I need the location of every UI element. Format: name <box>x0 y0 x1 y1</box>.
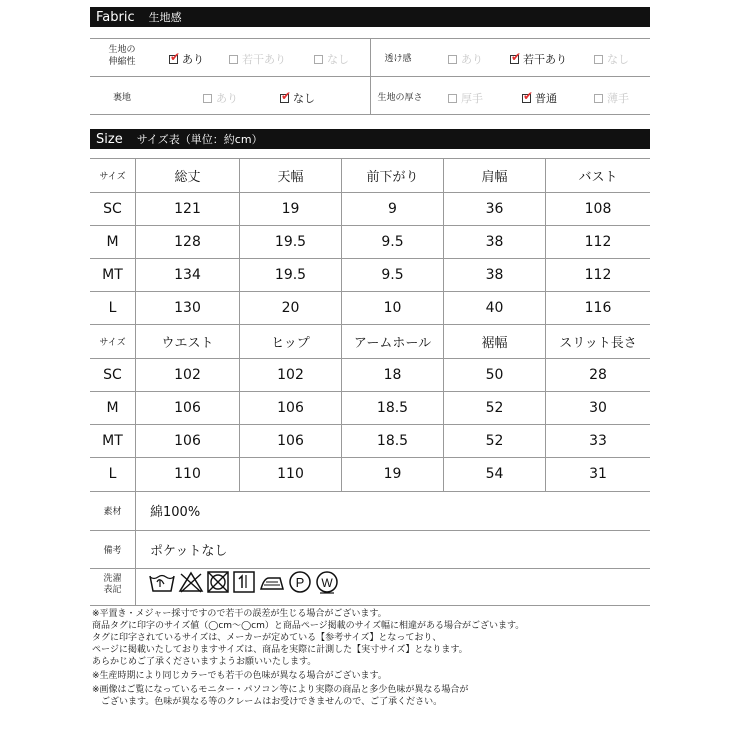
table1-header: 肩幅 <box>481 169 508 185</box>
stretch-option-no: なし <box>314 51 349 67</box>
size-label: MT <box>102 266 123 283</box>
table-cell: 38 <box>485 233 504 250</box>
lining-option-no: ✔ なし <box>281 88 315 105</box>
hand-wash-icon <box>148 569 176 595</box>
table1-corner: サイズ <box>99 171 126 182</box>
checkbox-checked-icon: ✔ <box>523 88 534 103</box>
remarks-label: 備考 <box>103 545 122 556</box>
table-cell: 134 <box>174 266 201 283</box>
fabric-title-jp: 生地感 <box>148 11 182 24</box>
checkbox-icon <box>448 55 457 64</box>
table-cell: 33 <box>589 432 607 449</box>
table2-header: ウエスト <box>161 335 214 351</box>
fabric-title-en: Fabric <box>96 9 135 25</box>
wet-clean-w-icon <box>314 569 340 595</box>
thickness-label: 生地の厚さ <box>377 93 423 103</box>
table-cell: 52 <box>485 432 504 449</box>
table-cell: 102 <box>277 366 304 383</box>
checkbox-checked-icon: ✔ <box>281 88 292 103</box>
checkbox-icon <box>594 94 603 103</box>
dry-clean-p-icon <box>288 569 312 595</box>
table-cell: 110 <box>174 466 201 482</box>
line-dry-icon <box>232 569 256 595</box>
stretch-option-slight: 若干あり <box>229 51 286 67</box>
table-cell: 19 <box>383 466 402 482</box>
checkbox-checked-icon: ✔ <box>511 49 522 64</box>
table-cell: 18.5 <box>376 399 409 416</box>
checkbox-icon <box>203 94 212 103</box>
table-cell: 9.5 <box>381 266 404 283</box>
table-cell: 130 <box>174 299 201 316</box>
size-title-jp: サイズ表（単位：約cm） <box>136 133 263 146</box>
size-label: SC <box>103 366 122 383</box>
thickness-option-thick: 厚手 <box>448 90 483 106</box>
care-symbols <box>148 569 340 595</box>
table-cell: 19.5 <box>274 233 307 250</box>
svg-text:P: P <box>295 575 305 590</box>
note-line: ございます。色味が異なる等のクレームはお受けできませんので、ご了承ください。 <box>92 697 443 707</box>
sheer-option-no: なし <box>594 51 629 67</box>
fabric-grid <box>90 38 650 118</box>
table-cell: 116 <box>584 299 612 316</box>
table-cell: 31 <box>589 466 607 482</box>
table-cell: 28 <box>589 366 607 383</box>
fabric-header-bar <box>90 7 650 27</box>
remarks-value: ポケットなし <box>150 543 228 559</box>
table-cell: 106 <box>174 399 201 416</box>
sheer-option-yes: あり <box>448 51 483 67</box>
table-cell: 128 <box>174 233 201 250</box>
size-label: MT <box>102 432 123 449</box>
table-cell: 20 <box>281 299 300 316</box>
table1-header: 天幅 <box>277 169 304 185</box>
table-cell: 40 <box>485 299 504 316</box>
table1-header: 前下がり <box>366 169 419 185</box>
no-bleach-icon <box>178 569 204 595</box>
note-line: タグに印字されているサイズは、メーカーが定めている【参考サイズ】となっており、 <box>92 633 442 643</box>
table-cell: 50 <box>485 366 504 383</box>
table-cell: 108 <box>584 200 612 217</box>
table-cell: 9.5 <box>381 233 404 250</box>
note-line: 商品タグに印字のサイズ値（◯cm〜◯cm）と商品ページ掲載のサイズ幅に相違がある場合がございます。 <box>92 621 525 631</box>
table-cell: 54 <box>485 466 504 482</box>
table2-header: アームホール <box>353 335 432 351</box>
size-label: L <box>108 466 117 482</box>
table1-header: 総丈 <box>174 169 201 185</box>
note-line: ※生産時期により同じカラーでも若干の色味が異なる場合がございます。 <box>92 671 387 681</box>
table-cell: 38 <box>485 266 504 283</box>
lining-label: 裏地 <box>112 93 131 103</box>
table-cell: 112 <box>584 266 612 283</box>
checkbox-icon <box>229 55 238 64</box>
notes <box>92 608 652 708</box>
table-cell: 106 <box>174 432 201 449</box>
table-cell: 19.5 <box>274 266 307 283</box>
checkbox-icon <box>594 55 603 64</box>
checkbox-icon <box>314 55 323 64</box>
table-cell: 106 <box>277 399 304 416</box>
note-line: あらかじめご了承くださいますようお願いいたします。 <box>92 657 317 667</box>
table-cell: 121 <box>174 200 201 217</box>
material-value: 綿100% <box>150 505 201 520</box>
size-title-en: Size <box>96 131 123 147</box>
care-label: 洗濯 表記 <box>103 574 122 595</box>
table-cell: 110 <box>277 466 304 482</box>
svg-text:W: W <box>321 576 333 590</box>
note-line: ページに掲載いたしておりますサイズは、商品を実際に計測した【実寸サイズ】となります。 <box>92 645 468 655</box>
table-cell: 52 <box>485 399 504 416</box>
checkbox-checked-icon: ✔ <box>170 49 181 64</box>
size-header-bar <box>90 129 650 149</box>
lining-option-yes: あり <box>203 90 238 106</box>
table-cell: 19 <box>281 200 300 217</box>
table-cell: 36 <box>485 200 504 217</box>
checkbox-icon <box>448 94 457 103</box>
size-label: M <box>106 233 119 250</box>
table2-corner: サイズ <box>99 337 126 348</box>
iron-low-icon <box>258 569 286 595</box>
table-cell: 18.5 <box>376 432 409 449</box>
size-label: M <box>106 399 119 416</box>
thickness-option-normal: ✔ 普通 <box>523 88 557 105</box>
table1-header: バスト <box>578 169 618 185</box>
note-line: ※平置き・メジャー採寸ですので若干の誤差が生じる場合がございます。 <box>92 609 387 619</box>
table2-header: スリット長さ <box>559 335 637 351</box>
table2-header: 裾幅 <box>481 335 508 351</box>
sheer-option-slight: ✔ 若干あり <box>511 49 567 66</box>
table-cell: 18 <box>383 366 402 383</box>
stretch-label: 生地の 伸縮性 <box>108 45 136 67</box>
size-table <box>90 158 650 608</box>
table-cell: 9 <box>388 200 397 217</box>
table-cell: 112 <box>584 233 612 250</box>
sheer-label: 透け感 <box>384 54 412 64</box>
table2-header: ヒップ <box>271 335 310 351</box>
table-cell: 102 <box>174 366 201 383</box>
table-cell: 106 <box>277 432 304 449</box>
no-tumble-dry-icon <box>206 569 230 595</box>
table-cell: 10 <box>383 299 402 316</box>
material-label: 素材 <box>103 507 122 517</box>
thickness-option-thin: 薄手 <box>594 90 629 106</box>
table-cell: 30 <box>589 399 607 416</box>
size-label: L <box>108 299 117 316</box>
stretch-option-yes: ✔ あり <box>170 49 204 66</box>
note-line: ※画像はご覧になっているモニター・パソコン等により実際の商品と多少色味が異なる場合が <box>92 685 469 695</box>
size-label: SC <box>103 200 122 217</box>
